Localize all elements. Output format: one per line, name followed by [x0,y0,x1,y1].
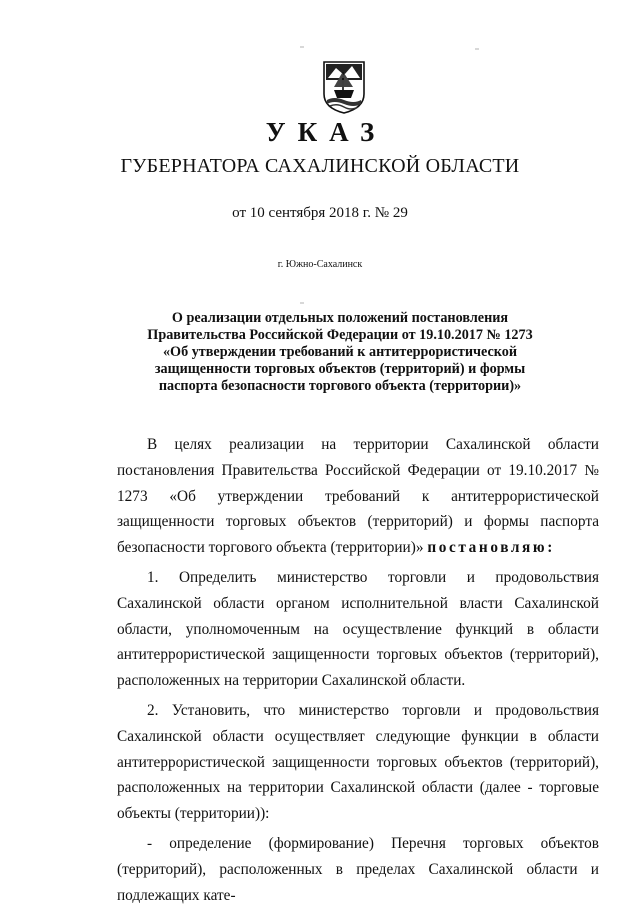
document-type-title: УКАЗ [265,117,387,147]
paragraph-3: - определение (формирование) Перечня торговых объектов (территорий), расположенных в пределах Сахалинской области и подлежащих кате- [117,834,599,904]
document-date-number: от 10 сентября 2018 г. № 29 [232,205,408,221]
decree-verb: постановляю: [427,539,555,557]
intro-text: В целях реализации на территории Сахалинской области постановления Правительства Российской Федерации от 19.10.2017 № 1273 «Об утверждении требований к антитеррористической защищенности торговых объектов (территорий) и формы паспорта безопасности торгового объекта (территории)» [117,436,599,557]
paragraph-2: 2. Установить, что министерство торговли и продовольствия Сахалинской области осуществляет следующие функции в области антитеррористической защищенности торговых объектов (территорий), расположенных на территории Сахалинской области (далее - торговые объекты (территории)): [117,701,599,823]
document-body [117,432,599,905]
heading-line: Правительства Российской Федерации от 19.10.2017 № 1273 [147,327,533,343]
heading-line: защищенности торговых объектов (территорий) и формы [154,361,526,377]
heading-line: паспорта безопасности торгового объекта (территории)» [158,378,522,394]
sakhalin-coat-of-arms-icon [322,60,366,114]
document-city: г. Южно-Сахалинск [277,259,363,270]
scan-speck [300,46,304,48]
document-heading [110,310,570,395]
heading-line: «Об утверждении требований к антитеррористической [162,344,518,360]
issuer-title: ГУБЕРНАТОРА САХАЛИНСКОЙ ОБЛАСТИ [120,155,520,177]
heading-line: О реализации отдельных положений постановления [171,310,509,326]
intro-paragraph [117,432,599,561]
scan-speck [475,48,479,50]
scan-speck [300,302,304,304]
paragraph-1: 1. Определить министерство торговли и продовольствия Сахалинской области органом исполнительной власти Сахалинской области, уполномоченным на осуществление функций в области антитеррористической защищенности торговых объектов (территорий), расположенных на территории Сахалинской области. [117,568,599,690]
